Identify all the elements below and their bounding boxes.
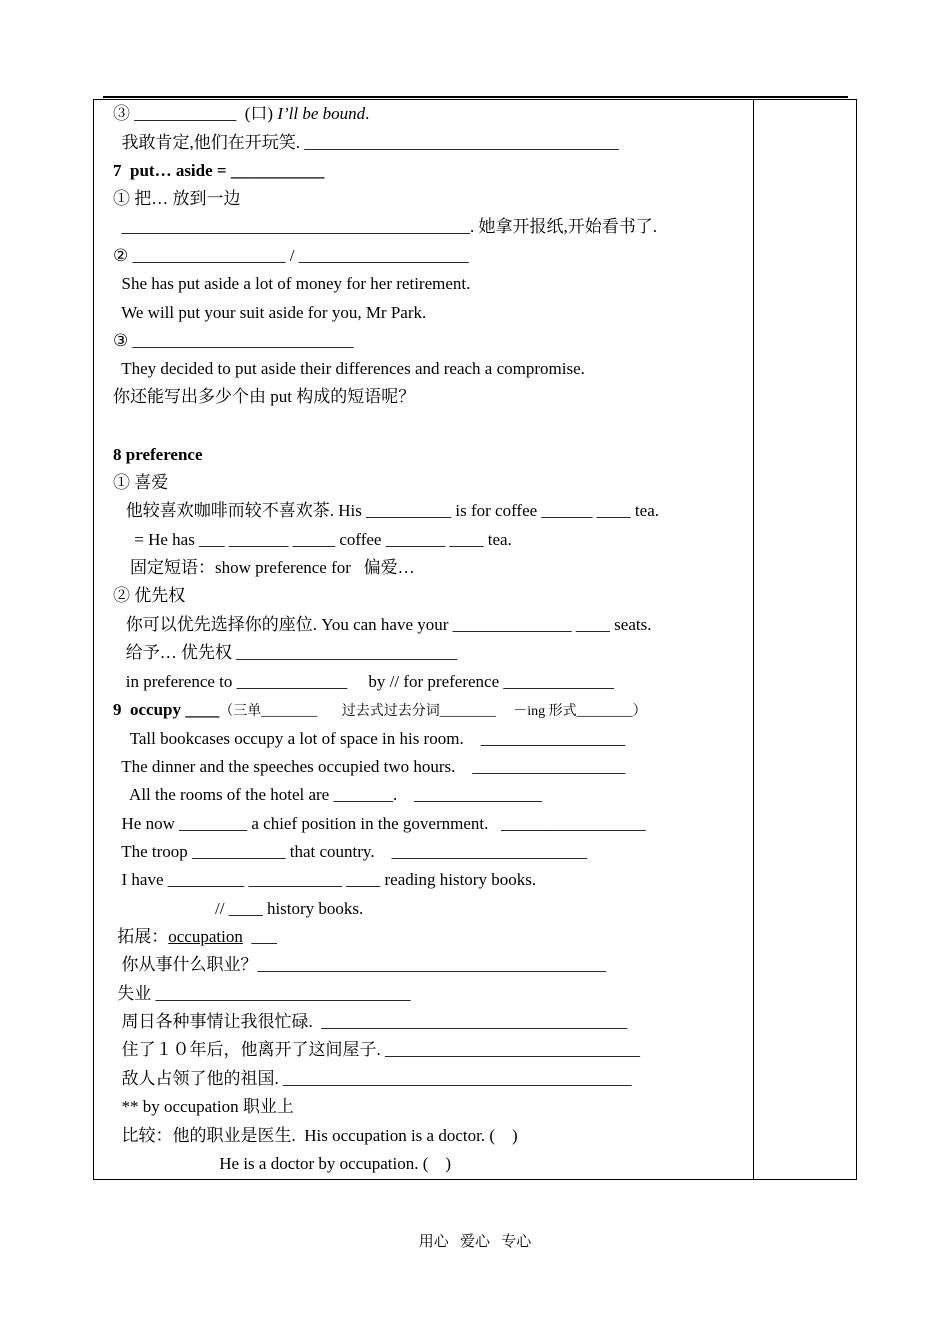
- notes-column-divider: [753, 99, 754, 1179]
- line-2: 我敢肯定,他们在开玩笑. _____________________________________: [113, 133, 619, 152]
- line-20: in preference to _____________ by // for preference _____________: [113, 672, 614, 691]
- line-14: 他较喜欢咖啡而较不喜欢茶. His __________ is for coffee ______ ____ tea.: [113, 501, 659, 520]
- line-4: ① 把… 放到一边: [113, 189, 241, 208]
- line-7: She has put aside a lot of money for her retirement.: [113, 274, 471, 293]
- line-26: The troop ___________ that country. _______________________: [113, 842, 588, 861]
- line-23: The dinner and the speeches occupied two hours. __________________: [113, 757, 626, 776]
- line-5: _________________________________________. 她拿开报纸,开始看书了.: [113, 217, 657, 236]
- line-35: ** by occupation 职业上: [113, 1097, 294, 1116]
- line-19: 给予… 优先权 __________________________: [113, 643, 458, 662]
- line-29: 拓展：occupation ___: [113, 927, 277, 946]
- line-6: ② __________________ / ____________________: [113, 246, 469, 265]
- line-31: 失业 ______________________________: [113, 984, 411, 1003]
- line-1: ③ ____________ (口) I’ll be bound.: [113, 104, 370, 123]
- line-8: We will put your suit aside for you, Mr Park.: [113, 303, 427, 322]
- line-36: 比较：他的职业是医生. His occupation is a doctor. ( ): [113, 1126, 518, 1145]
- line-17: ② 优先权: [113, 586, 186, 605]
- line-25: He now ________ a chief position in the government. _________________: [113, 814, 646, 833]
- line-32: 周日各种事情让我很忙碌. ____________________________________: [113, 1012, 628, 1031]
- heading-preference: 8 preference: [113, 445, 203, 464]
- line-22: Tall bookcases occupy a lot of space in his room. _________________: [113, 729, 626, 748]
- line-33: 住了１０年后，他离开了这间屋子. ______________________________: [113, 1040, 640, 1059]
- line-16: 固定短语：show preference for 偏爱…: [113, 558, 415, 577]
- line-27: I have _________ ___________ ____ reading history books.: [113, 870, 537, 889]
- line-37: He is a doctor by occupation. ( ): [113, 1154, 452, 1173]
- line-10: They decided to put aside their differences and reach a compromise.: [113, 359, 585, 378]
- heading-occupy: 9 occupy ____（三单________ 过去式过去分词________ －ing 形式________）: [113, 700, 647, 719]
- line-9: ③ __________________________: [113, 331, 354, 350]
- line-28: // ____ history books.: [113, 899, 364, 918]
- line-24: All the rooms of the hotel are _______. _______________: [113, 785, 542, 804]
- line-34: 敌人占领了他的祖国. _________________________________________: [113, 1069, 632, 1088]
- header-rule: [103, 96, 848, 98]
- line-18: 你可以优先选择你的座位. You can have your ______________ ____ seats.: [113, 615, 652, 634]
- line-15: = He has ___ _______ _____ coffee _______ ____ tea.: [113, 530, 512, 549]
- line-30: 你从事什么职业？_________________________________________: [113, 955, 606, 974]
- page-footer: 用心 爱心 专心: [418, 1234, 532, 1250]
- line-13: ① 喜爱: [113, 473, 169, 492]
- heading-put-aside: 7 put… aside = ___________: [113, 161, 325, 180]
- line-11: 你还能写出多少个由 put 构成的短语呢？: [113, 387, 416, 406]
